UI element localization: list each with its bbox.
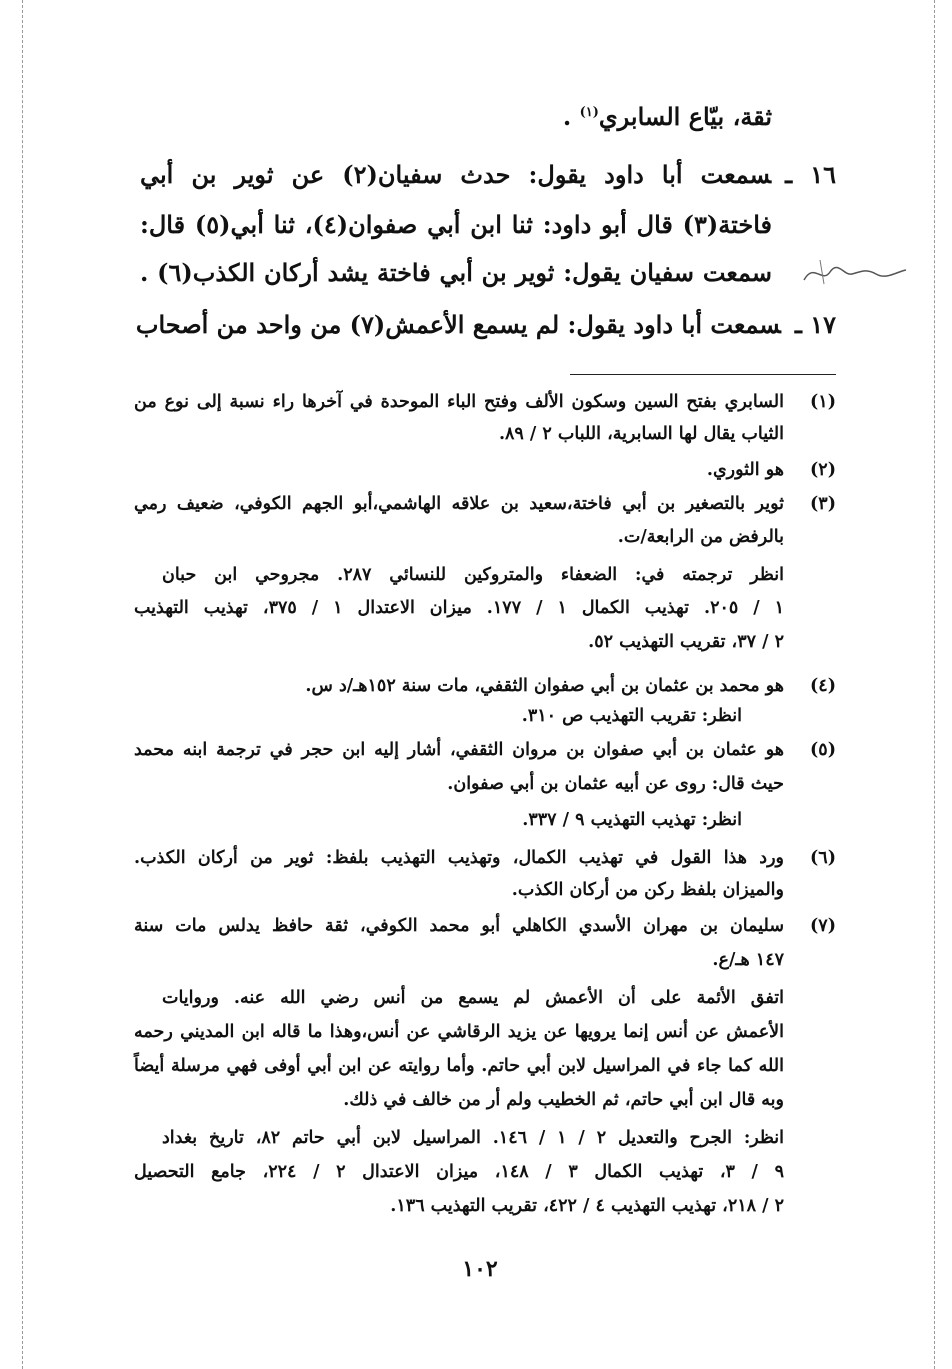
- main-line-1-end: .: [562, 102, 572, 131]
- footnote-6: [130, 848, 842, 914]
- footnote-line: ١ / ٢٠٥. تهذيب الكمال ١ / ١٧٧. ميزان الاعتدال ١ / ٣٧٥، تهذيب التهذيب: [134, 598, 785, 618]
- footnote-line: الثياب يقال لها السابرية، اللباب ٢ / ٨٩.: [498, 424, 784, 444]
- item-16-line-2: [140, 210, 772, 260]
- footnote-2: [130, 460, 842, 492]
- footnote-line: انظر: تقريب التهذيب ص ٣١٠.: [521, 706, 742, 726]
- footnote-line: ٢ / ٢١٨، تهذيب التهذيب ٤ / ٤٢٢، تقريب التهذيب ١٣٦.: [390, 1196, 784, 1216]
- footnote-marker: (٤): [810, 676, 836, 696]
- footnote-separator: [570, 374, 836, 375]
- footnote-marker: (٥): [810, 740, 836, 760]
- footnote-line: هو الثوري.: [706, 460, 784, 480]
- item-17-number: ١٧ ـ: [794, 310, 836, 339]
- footnote-3: [130, 494, 842, 664]
- footnote-ref-1: (١): [579, 105, 599, 120]
- item-16-line-1: [140, 160, 836, 210]
- item-16-line-3-text: سمعت سفيان يقول: ثوير بن أبي فاختة يشد أركان الكذب(٦) .: [140, 258, 772, 287]
- footnote-line: هو عثمان بن أبي صفوان بن مروان الثقفي، أشار إليه ابن حجر في ترجمة ابنه محمد: [134, 740, 784, 760]
- footnote-line: ١٤٧ هـ/ع.: [712, 950, 784, 970]
- footnote-marker: (٢): [810, 460, 836, 480]
- footnote-line: الله كما جاء في المراسيل لابن أبي حاتم. وأما روايته عن ابن أبي أوفى فهي مرسلة أيضاً: [134, 1056, 784, 1076]
- footnote-marker: (٦): [810, 848, 836, 868]
- item-17-line-1-text: سمعت أبا داود يقول: لم يسمع الأعمش(٧) من واحد من أصحاب: [135, 310, 781, 339]
- item-17-line-1: [135, 310, 836, 360]
- item-16-line-2-text: فاختة(٣) قال أبو داود: ثنا ابن أبي صفوان(٤)، ثنا أبي(٥) قال:: [140, 210, 773, 239]
- footnote-line: هو محمد بن عثمان بن أبي صفوان الثقفي، مات سنة ١٥٢هـ/د س.: [305, 676, 784, 696]
- footnote-line: انظر: تهذيب التهذيب ٩ / ٣٣٧.: [522, 810, 742, 830]
- page-number: ١٠٢: [462, 1256, 498, 1282]
- footnote-line: بالرفض من الرابعة/ت.: [617, 527, 784, 547]
- main-line-1: [140, 102, 772, 152]
- footnote-marker: (١): [810, 392, 836, 412]
- main-line-1-text: ثقة، بيّاع السابري: [598, 102, 772, 131]
- footnote-line: السابري بفتح السين وسكون الألف وفتح الباء الموحدة في آخرها راء نسبة إلى نوع من: [134, 392, 784, 412]
- footnote-7: [130, 916, 842, 1236]
- footnote-line: ورد هذا القول في تهذيب الكمال، وتهذيب التهذيب بلفظ: ثوير من أركان الكذب.: [134, 848, 784, 868]
- item-16-line-1-text: سمعت أبا داود يقول: حدث سفيان(٢) عن ثوير بن أبي: [140, 160, 772, 189]
- left-scan-edge: [22, 0, 23, 1369]
- footnote-line: ٢ / ٣٧، تقريب التهذيب ٥٢.: [588, 632, 784, 652]
- footnote-line: اتفق الأئمة على أن الأعمش لم يسمع من أنس رضي الله عنه. وروايات: [162, 988, 784, 1008]
- footnote-line: ثوير بالتصغير بن أبي فاختة،سعيد بن علاقه الهاشمي،أبو الجهم الكوفي، ضعيف رمي: [134, 494, 784, 514]
- footnote-1: [130, 392, 842, 462]
- footnote-line: ٩ / ٣، تهذيب الكمال ٣ / ١٤٨، ميزان الاعتدال ٢ / ٢٢٤، جامع التحصيل: [134, 1162, 784, 1182]
- footnote-line: انظر: الجرح والتعديل ٢ / ١ / ١٤٦. المراسيل لابن أبي حاتم ٨٢، تاريخ بغداد: [162, 1128, 785, 1148]
- item-16-line-3: [140, 258, 772, 308]
- right-scan-edge: [934, 0, 935, 1369]
- footnote-marker: (٧): [810, 916, 836, 936]
- footnote-line: الأعمش عن أنس إنما يرويها عن يزيد الرقاشي عن أنس،وهذا ما قاله ابن المديني رحمه: [134, 1022, 784, 1042]
- footnote-4: [130, 676, 842, 742]
- footnote-line: وبه قال ابن أبي حاتم، ثم الخطيب ولم أر من خالف في ذلك.: [343, 1090, 784, 1110]
- footnote-line: انظر ترجمته في: الضعفاء والمتروكين للنسائي ٢٨٧. مجروحي ابن حبان: [162, 565, 785, 585]
- footnote-marker: (٣): [810, 494, 836, 514]
- footnote-line: والميزان بلفظ ركن من أركان الكذب.: [511, 880, 784, 900]
- footnote-5: [130, 740, 842, 840]
- handwritten-mark-icon: [800, 254, 910, 288]
- item-16-number: ١٦ ـ: [785, 160, 837, 189]
- footnote-line: سليمان بن مهران الأسدي الكاهلي أبو محمد الكوفي، ثقة حافظ يدلس مات سنة: [134, 916, 784, 936]
- footnote-line: حيث قال: روى عن أبيه عثمان بن أبي صفوان.: [447, 774, 784, 794]
